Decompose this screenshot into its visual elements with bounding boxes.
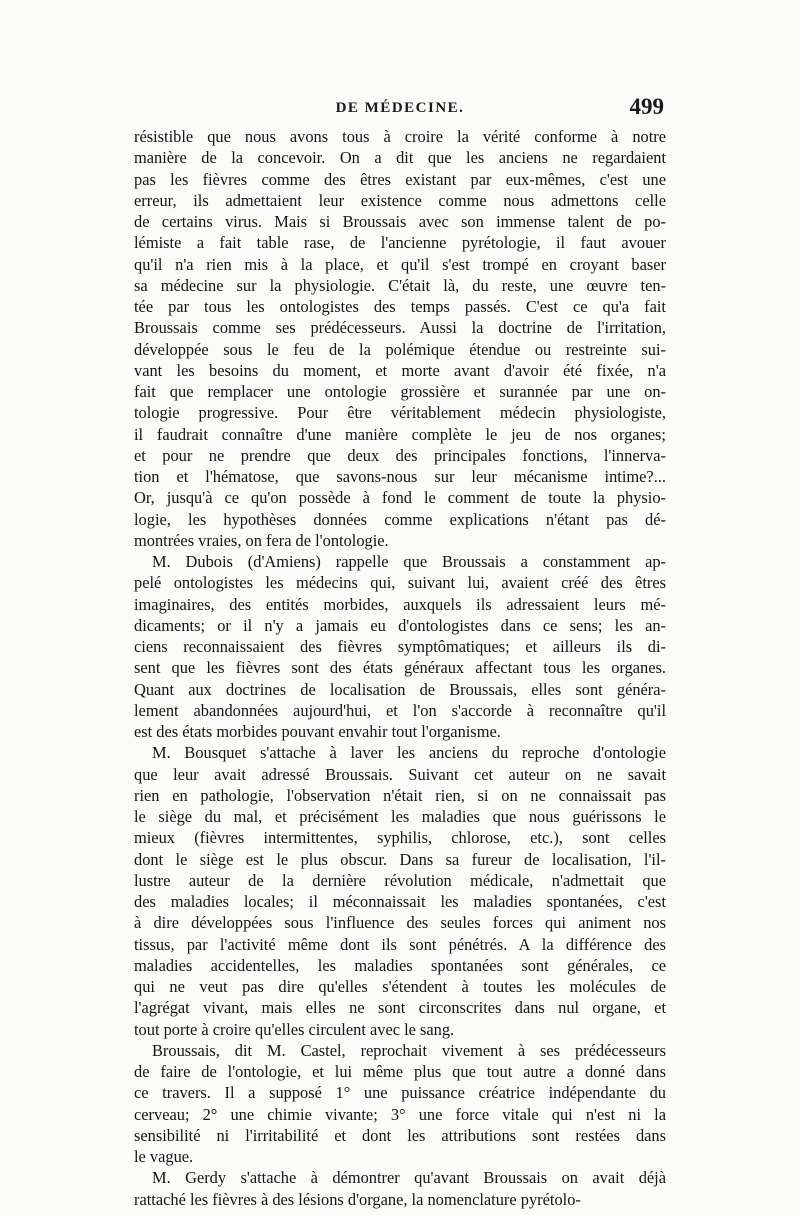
text-line: tologie progressive. Pour être véritablement médecin physiologiste,: [134, 403, 666, 423]
paragraph: [134, 742, 666, 1040]
text-line: que leur avait adressé Broussais. Suivant cet auteur on ne savait: [134, 764, 666, 784]
text-line: tout porte à croire qu'elles circulent avec le sang.: [134, 1019, 455, 1039]
text-line: le vague.: [134, 1147, 194, 1166]
page-number: 499: [629, 94, 664, 119]
text-line: cerveau; 2° une chimie vivante; 3° une force vitale qui n'est ni la: [134, 1104, 666, 1124]
text-line: manière de la concevoir. On a dit que les anciens ne regardaient: [134, 148, 666, 168]
text-line: des maladies locales; il méconnaissait les maladies spontanées, c'est: [134, 892, 666, 911]
text-line: maladies accidentelles, les maladies spontanées sont générales, ce: [134, 955, 666, 975]
text-line: lustre auteur de la dernière révolution médicale, n'admettait que: [134, 870, 666, 890]
text-line: vant les besoins du moment, et morte avant d'avoir été fixée, n'a: [134, 360, 666, 380]
text-line: Broussais, dit M. Castel, reprochait vivement à ses prédécesseurs: [152, 1040, 666, 1060]
text-line: développée sous le feu de la polémique étendue ou restreinte sui-: [134, 339, 666, 359]
text-line: Broussais comme ses prédécesseurs. Aussi la doctrine de l'irritation,: [134, 318, 666, 338]
text-line: ciens reconnaissaient des fièvres symptômatiques; et ailleurs ils di-: [134, 637, 666, 656]
text-line: rien en pathologie, l'observation n'était rien, si on ne connaissait pas: [134, 785, 666, 805]
text-line: tion et l'hématose, que savons-nous sur leur mécanisme intime?...: [134, 467, 666, 486]
running-title: DE MÉDECINE.: [335, 100, 465, 116]
text-line: qui ne veut pas dire qu'elles s'étendent à toutes les molécules de: [134, 977, 666, 996]
text-line: sent que les fièvres sont des états généraux affectant tous les organes.: [134, 658, 666, 678]
text-line: lement abandonnées aujourd'hui, et l'on s'accorde à reconnaître qu'il: [134, 700, 666, 720]
paragraph: [134, 551, 666, 742]
text-line: M. Dubois (d'Amiens) rappelle que Broussais a constamment ap-: [152, 552, 666, 571]
text-line: M. Bousquet s'attache à laver les anciens du reproche d'ontologie: [152, 743, 666, 763]
text-line: pelé ontologistes les médecins qui, suivant lui, avaient créé des êtres: [134, 573, 666, 593]
body-text: [134, 126, 666, 1210]
text-line: pas les fièvres comme des êtres existant par eux-mêmes, c'est une: [134, 169, 666, 189]
text-line: rattaché les fièvres à des lésions d'organe, la nomenclature pyrétolo-: [134, 1189, 581, 1209]
paragraph: [134, 126, 666, 551]
text-line: de certains virus. Mais si Broussais avec son immense talent de po-: [134, 212, 666, 231]
text-line: dont le siège est le plus obscur. Dans sa fureur de localisation, l'il-: [134, 849, 666, 869]
text-line: fait que remplacer une ontologie grossière et surannée par une on-: [134, 382, 666, 401]
text-line: Quant aux doctrines de localisation de Broussais, elles sont généra-: [134, 679, 666, 699]
text-line: mieux (fièvres intermittentes, syphilis, chlorose, etc.), sont celles: [134, 828, 666, 848]
text-line: logie, les hypothèses données comme explications n'étant pas dé-: [134, 509, 666, 529]
paragraph: [134, 1040, 666, 1168]
text-line: M. Gerdy s'attache à démontrer qu'avant Broussais on avait déjà: [152, 1168, 666, 1188]
text-line: à dire développées sous l'influence des seules forces qui animent nos: [134, 913, 666, 933]
text-line: ce travers. Il a supposé 1° une puissance créatrice indépendante du: [134, 1083, 666, 1103]
text-line: et pour ne prendre que deux des principales fonctions, l'innerva-: [134, 445, 666, 465]
text-line: lémiste a fait table rase, de l'ancienne pyrétologie, il faut avouer: [134, 233, 666, 253]
text-line: erreur, ils admettaient leur existence comme nous admettons celle: [134, 190, 666, 210]
text-line: dicaments; or il n'y a jamais eu d'ontologistes dans ce sens; les an-: [134, 615, 666, 635]
text-line: le siège du mal, et précisément les maladies que nous guérissons le: [134, 807, 666, 826]
text-line: il faudrait connaître d'une manière complète le jeu de nos organes;: [134, 424, 666, 444]
text-line: est des états morbides pouvant envahir tout l'organisme.: [134, 722, 501, 741]
text-line: l'agrégat vivant, mais elles ne sont circonscrites dans nul organe, et: [134, 998, 666, 1018]
text-line: sa médecine sur la physiologie. C'était là, du reste, une œuvre ten-: [134, 275, 666, 295]
text-line: imaginaires, des entités morbides, auxquels ils adressaient leurs mé-: [134, 594, 666, 614]
text-line: sensibilité ni l'irritabilité et dont les attributions sont restées dans: [134, 1125, 666, 1145]
text-line: tée par tous les ontologistes des temps passés. C'est ce qu'a fait: [134, 297, 666, 316]
paragraph: [134, 1167, 666, 1210]
text-line: de faire de l'ontologie, et lui même plus que tout autre a donné dans: [134, 1062, 666, 1081]
running-head: [136, 92, 664, 124]
text-line: résistible que nous avons tous à croire la vérité conforme à notre: [134, 127, 666, 146]
text-line: Or, jusqu'à ce qu'on possède à fond le comment de toute la physio-: [134, 488, 666, 508]
text-line: montrées vraies, on fera de l'ontologie.: [134, 530, 389, 550]
text-line: qu'il n'a rien mis à la place, et qu'il s'est trompé en croyant baser: [134, 254, 666, 274]
text-line: tissus, par l'activité même dont ils sont pénétrés. A la différence des: [134, 934, 666, 954]
